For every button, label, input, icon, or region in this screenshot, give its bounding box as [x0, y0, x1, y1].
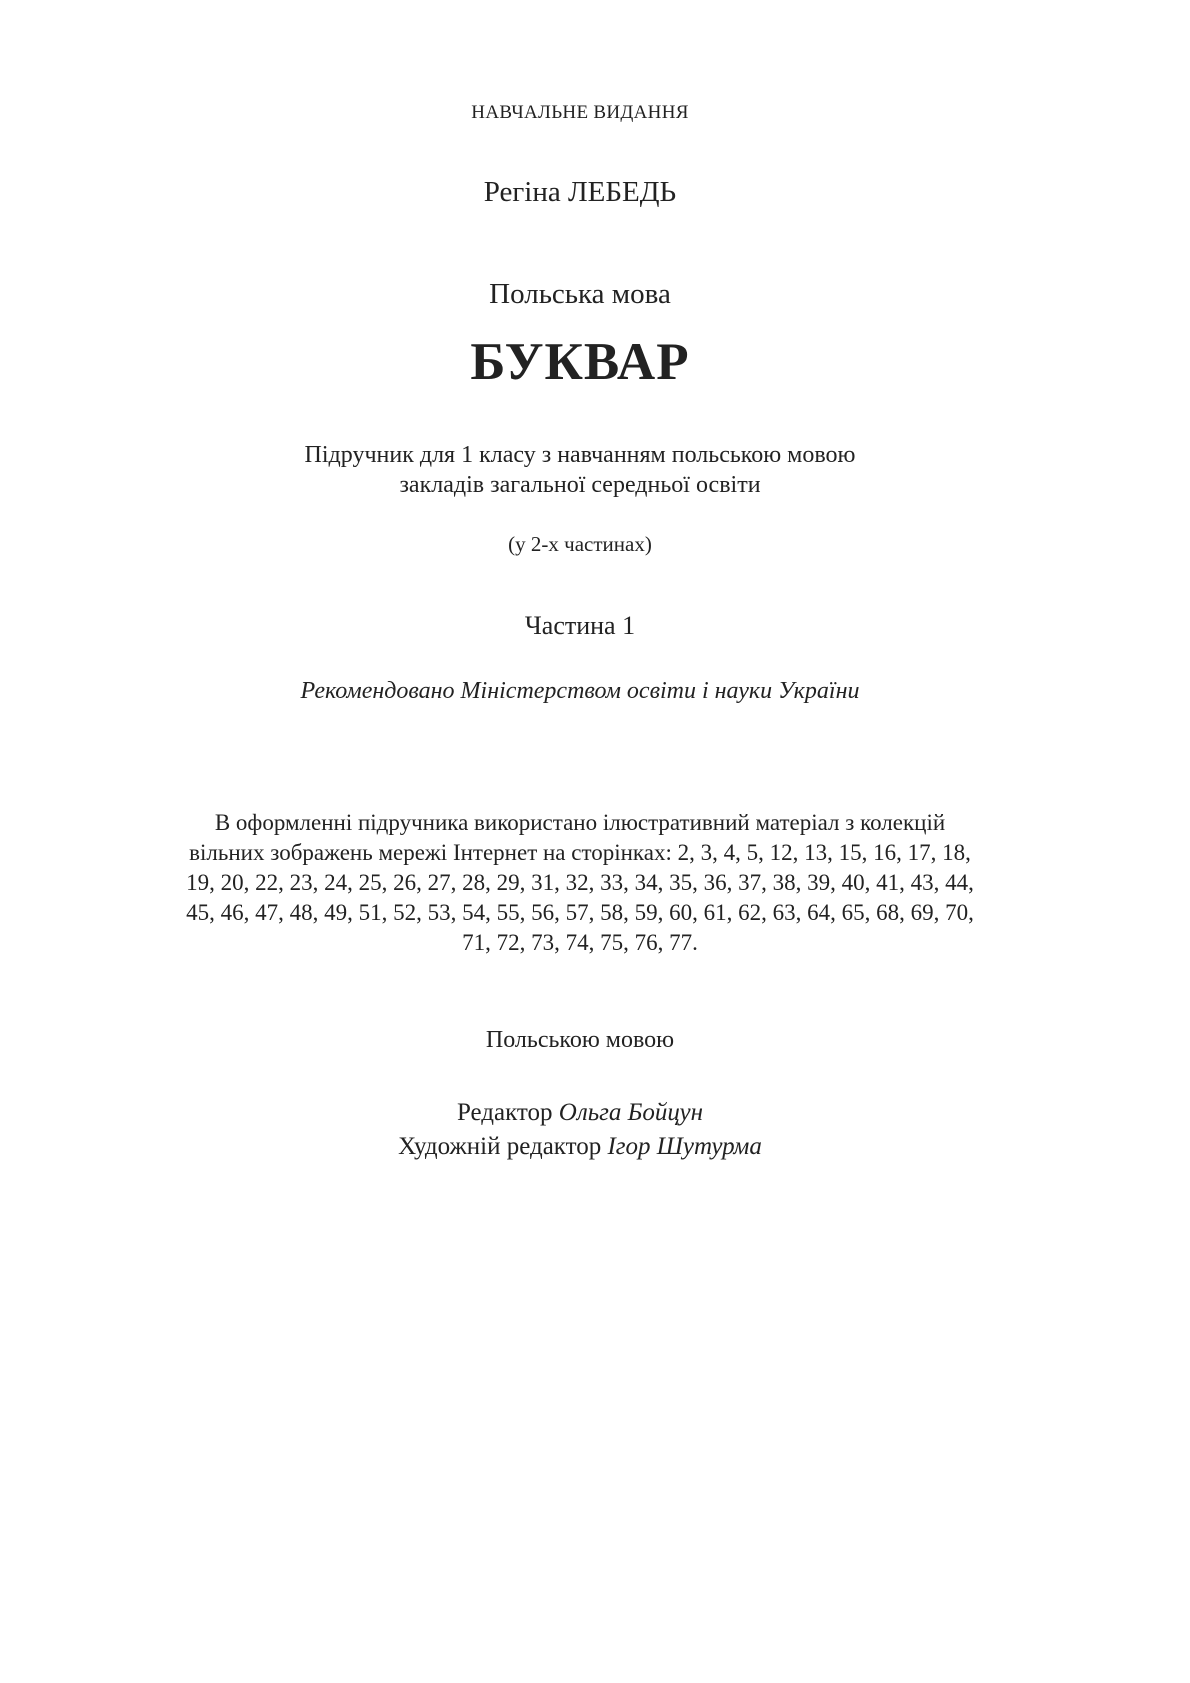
ministry-recommendation: Рекомендовано Міністерством освіти і науки України — [300, 678, 860, 704]
parts-note: (у 2-х частинах) — [508, 532, 652, 556]
art-editor-name: Ігор Шутурма — [607, 1133, 762, 1160]
part-label: Частина 1 — [524, 611, 636, 640]
credits-line: вільних зображень мережі Інтернет на сторінках: 2, 3, 4, 5, 12, 13, 15, 16, 17, 18, — [189, 840, 971, 865]
book-description — [0, 440, 1160, 500]
series-label: НАВЧАЛЬНЕ ВИДАННЯ — [471, 102, 689, 123]
image-credits — [0, 808, 1160, 958]
author-name: Регіна ЛЕБЕДЬ — [483, 176, 677, 208]
subject-title: Польська мова — [489, 278, 671, 310]
editor-name: Ольга Бойцун — [558, 1099, 704, 1126]
description-line: закладів загальної середньої освіти — [399, 472, 761, 498]
publication-language: Польською мовою — [485, 1027, 675, 1053]
art-editor-line — [0, 1130, 1160, 1164]
credits-line: В оформленні підручника використано ілюстративний матеріал з колекцій — [214, 810, 946, 835]
editorial-staff — [0, 1096, 1160, 1164]
editor-role: Редактор — [456, 1099, 553, 1126]
editor-line — [0, 1096, 1160, 1130]
description-line: Підручник для 1 класу з навчанням польською мовою — [304, 442, 856, 468]
credits-line: 45, 46, 47, 48, 49, 51, 52, 53, 54, 55, 56, 57, 58, 59, 60, 61, 62, 63, 64, 65, 68, 69, 70, — [186, 900, 974, 925]
art-editor-role: Художній редактор — [398, 1133, 602, 1160]
credits-line: 19, 20, 22, 23, 24, 25, 26, 27, 28, 29, 31, 32, 33, 34, 35, 36, 37, 38, 39, 40, 41, 43, 44, — [186, 870, 974, 895]
book-title: БУКВАР — [470, 333, 690, 391]
credits-line: 71, 72, 73, 74, 75, 76, 77. — [462, 930, 698, 955]
